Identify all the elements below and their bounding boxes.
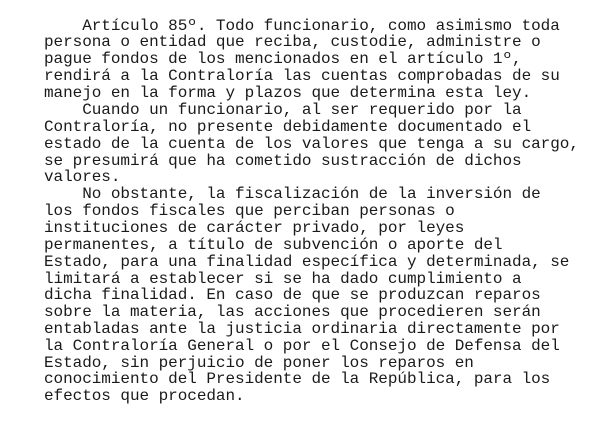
text-line: los fondos fiscales que perciban personas o xyxy=(44,202,455,220)
text-line: permanentes, a título de subvención o aporte del xyxy=(44,236,503,254)
text-line: Estado, sin perjuicio de poner los reparos en xyxy=(44,354,474,372)
text-line: la Contraloría General o por el Consejo de Defensa del xyxy=(44,337,560,355)
text-line: limitará a establecer si se ha dado cumplimiento a xyxy=(44,270,522,288)
text-line: sobre la materia, las acciones que procedieren serán xyxy=(44,303,541,321)
text-line: efectos que procedan. xyxy=(44,387,245,405)
text-line: Contraloría, no presente debidamente documentado el xyxy=(44,118,532,136)
text-line: dicha finalidad. En caso de que se produzcan reparos xyxy=(44,286,541,304)
text-line: No obstante, la fiscalización de la inversión de xyxy=(44,185,541,203)
text-line: conocimiento del Presidente de la República, para los xyxy=(44,370,551,388)
text-line: entabladas ante la justicia ordinaria directamente por xyxy=(44,320,560,338)
text-line: Estado, para una finalidad específica y determinada, se xyxy=(44,253,570,271)
text-line: instituciones de carácter privado, por leyes xyxy=(44,219,465,237)
text-line: Cuando un funcionario, al ser requerido por la xyxy=(44,101,522,119)
text-line: persona o entidad que reciba, custodie, administre o xyxy=(44,33,541,51)
text-line: pague fondos de los mencionados en el artículo 1º, xyxy=(44,50,522,68)
text-line: rendirá a la Contraloría las cuentas comprobadas de su xyxy=(44,67,560,85)
text-line: se presumirá que ha cometido sustracción de dichos xyxy=(44,152,522,170)
text-line: Artículo 85º. Todo funcionario, como asimismo toda xyxy=(44,17,560,35)
text-line: valores. xyxy=(44,168,121,186)
text-line: manejo en la forma y plazos que determina esta ley. xyxy=(44,84,532,102)
text-line: estado de la cuenta de los valores que tenga a su cargo, xyxy=(44,135,579,153)
